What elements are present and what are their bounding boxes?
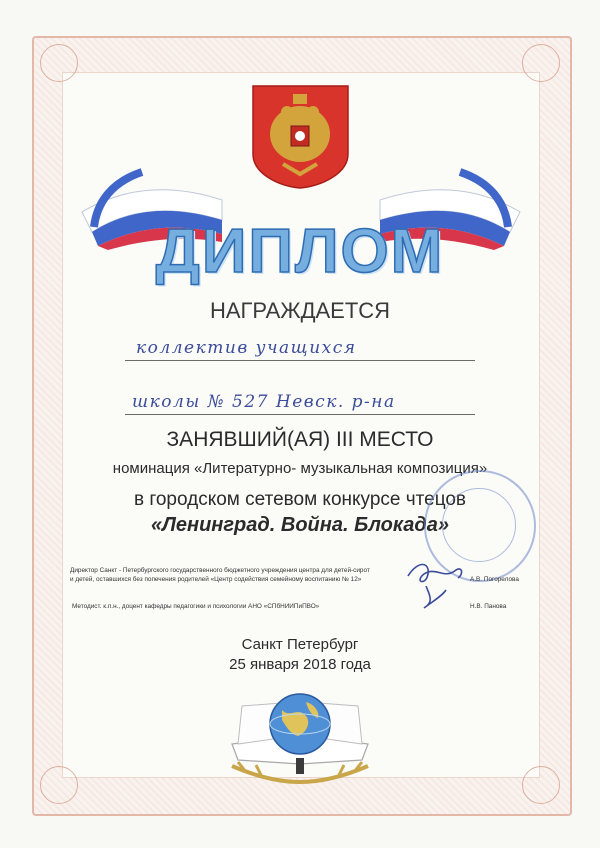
recipient-underline — [125, 360, 475, 361]
signature-icon — [404, 556, 472, 612]
recipient-line-2: школы № 527 Невск. р-на — [132, 392, 396, 412]
nomination-text: номинация «Литературно- музыкальная композиция» — [112, 460, 488, 477]
recipient-line-1: коллектив учащихся — [136, 338, 357, 358]
methodist-position: Методист. к.п.н., доцент кафедры педагогики и психологии АНО «СПбНИИПиПВО» — [72, 603, 320, 610]
recipient-underline — [125, 414, 475, 415]
awarded-label: НАГРАЖДАЕТСЯ — [209, 298, 391, 323]
methodist-name: Н.В. Панова — [470, 603, 507, 610]
russian-coat-of-arms-icon — [249, 82, 352, 190]
corner-ornament — [40, 44, 78, 82]
contest-name: «Ленинград. Война. Блокада» — [151, 514, 449, 536]
director-position-2: и детей, оставшихся без попечения родителей «Центр содействия семейному воспитанию № 12» — [70, 576, 362, 583]
city-text: Санкт Петербург — [241, 636, 359, 653]
place-text: ЗАНЯВШИЙ(АЯ) III МЕСТО — [166, 428, 434, 451]
date-text: 25 января 2018 года — [229, 656, 371, 673]
director-name: А.В. Погорелова — [470, 576, 519, 583]
contest-text: в городском сетевом конкурсе чтецов — [133, 489, 467, 510]
diploma-title: ДИПЛОМ — [155, 217, 445, 286]
corner-ornament — [522, 766, 560, 804]
director-position-1: Директор Санкт - Петербургского государственного бюджетного учреждения центра для детей-сирот — [70, 567, 370, 574]
corner-ornament — [40, 766, 78, 804]
globe-book-emblem-icon — [212, 678, 388, 790]
corner-ornament — [522, 44, 560, 82]
